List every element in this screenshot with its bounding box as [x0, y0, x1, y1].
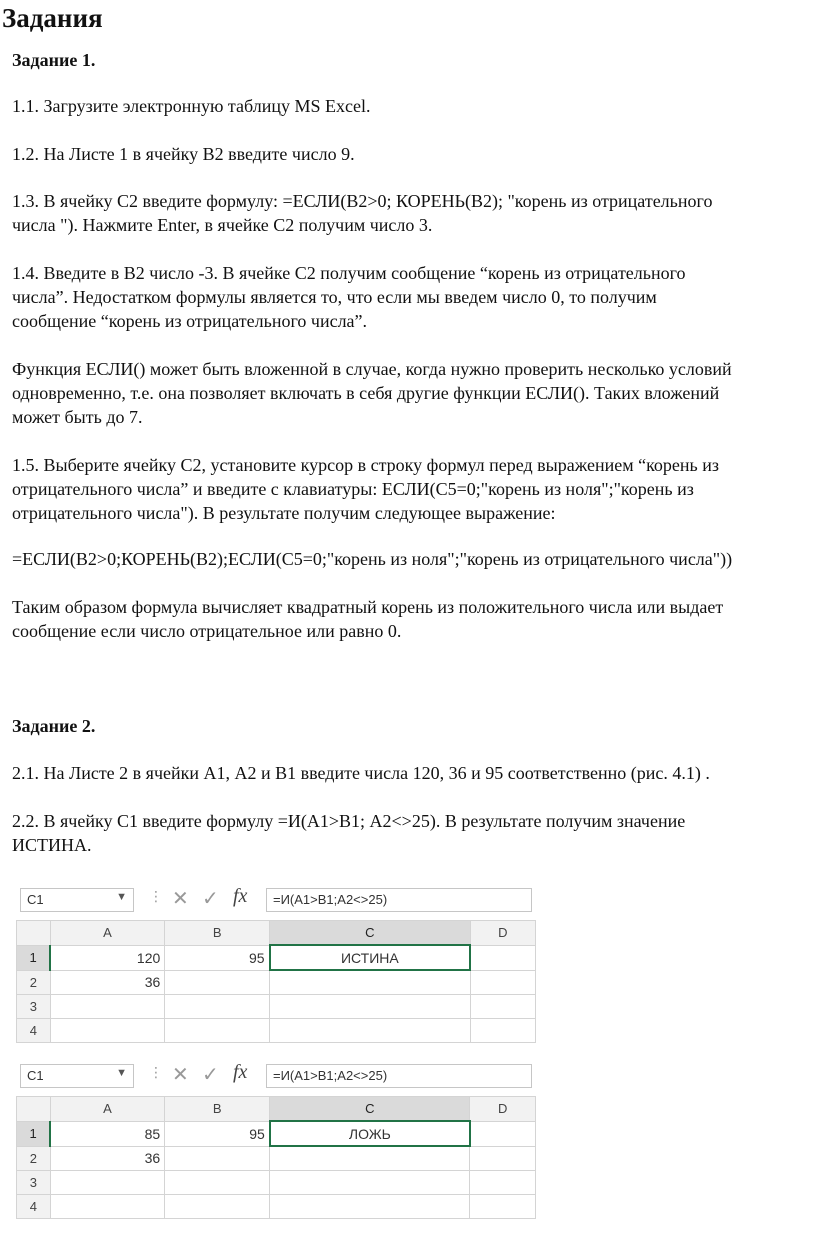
column-header-d[interactable]: D [470, 921, 535, 946]
cell-a2[interactable]: 36 [50, 970, 165, 995]
cell-d2[interactable] [470, 970, 535, 995]
formula-input[interactable] [266, 1064, 532, 1088]
row-header[interactable]: 4 [17, 1019, 51, 1043]
cell-d3[interactable] [470, 995, 535, 1019]
cell-b3[interactable] [165, 1171, 270, 1195]
select-all-corner[interactable] [17, 921, 51, 946]
cell-b4[interactable] [165, 1019, 270, 1043]
formula-text: =И(A1>B1;A2<>25) [273, 892, 388, 907]
row-header[interactable]: 1 [17, 1121, 51, 1146]
nested-formula: =ЕСЛИ(B2>0;КОРЕНЬ(B2);ЕСЛИ(С5=0;"корень из ноля";"корень из отрицательного числа")) [12, 549, 733, 569]
chevron-down-icon[interactable]: ▼ [116, 891, 127, 903]
task1-step-4-line2: числа”. Недостатком формулы является то, что если мы введем число 0, то получим [12, 287, 657, 307]
task1-step-5-line3: отрицательного числа"). В результате получим следующее выражение: [12, 503, 556, 523]
task1-step-4-line1: 1.4. Введите в В2 число -3. В ячейке С2 получим сообщение “корень из отрицательного [12, 263, 686, 283]
select-all-corner[interactable] [17, 1097, 51, 1122]
cell-c3[interactable] [270, 995, 471, 1019]
chevron-down-icon[interactable]: ▼ [116, 1067, 127, 1079]
task1-step-1: 1.1. Загрузите электронную таблицу MS Excel. [12, 96, 371, 116]
task2-step-1: 2.1. На Листе 2 в ячейки А1, А2 и В1 введите числа 120, 36 и 95 соответственно (рис. 4.1) . [12, 763, 710, 783]
cell-c1[interactable]: ЛОЖЬ [270, 1121, 470, 1146]
nested-if-note-line3: может быть до 7. [12, 407, 143, 427]
cell-c4[interactable] [270, 1195, 470, 1219]
conclusion-line2: сообщение если число отрицательное или равно 0. [12, 621, 402, 641]
column-header-a[interactable]: A [50, 1097, 164, 1122]
task1-step-4-line3: сообщение “корень из отрицательного числа”. [12, 311, 368, 331]
task1-step-5-line2: отрицательного числа” и введите с клавиатуры: ЕСЛИ(С5=0;"корень из ноля";"корень из [12, 479, 694, 499]
page-title: Задания [2, 3, 103, 33]
cell-b1[interactable]: 95 [165, 1121, 270, 1146]
cell-c3[interactable] [270, 1171, 470, 1195]
cell-d4[interactable] [470, 1019, 535, 1043]
cancel-x-icon[interactable]: ✕ [172, 1064, 189, 1086]
spreadsheet-grid [16, 1096, 536, 1219]
cell-a4[interactable] [50, 1019, 165, 1043]
nested-if-note-line2: одновременно, т.е. она позволяет включать в себя другие функции ЕСЛИ(). Таких вложений [12, 383, 720, 403]
task1-step-3-line2: числа "). Нажмите Enter, в ячейке С2 получим число 3. [12, 215, 433, 235]
spreadsheet-grid [16, 920, 536, 1043]
cell-a3[interactable] [50, 1171, 164, 1195]
fx-icon[interactable]: fx [233, 1061, 248, 1083]
cell-b3[interactable] [165, 995, 270, 1019]
cell-c2[interactable] [270, 1146, 470, 1171]
task2-step-2-line2: ИСТИНА. [12, 835, 92, 855]
task1-step-3-line1: 1.3. В ячейку С2 введите формулу: =ЕСЛИ(В2>0; КОРЕНЬ(В2); "корень из отрицательного [12, 191, 713, 211]
task2-heading: Задание 2. [12, 716, 96, 736]
column-header-d[interactable]: D [470, 1097, 536, 1122]
cell-b4[interactable] [165, 1195, 270, 1219]
name-box-value: C1 [27, 892, 44, 907]
cell-d1[interactable] [470, 1121, 536, 1146]
nested-if-note-line1: Функция ЕСЛИ() может быть вложенной в случае, когда нужно проверить несколько условий [12, 359, 732, 379]
name-box[interactable] [20, 888, 134, 912]
task1-step-2: 1.2. На Листе 1 в ячейку В2 введите число 9. [12, 144, 355, 164]
column-header-b[interactable]: B [165, 921, 270, 946]
drag-handle-icon[interactable]: ⋮ [149, 1064, 162, 1080]
fx-icon[interactable]: fx [233, 885, 248, 907]
task1-heading: Задание 1. [12, 50, 96, 70]
cell-b2[interactable] [165, 1146, 270, 1171]
cell-b1[interactable]: 95 [165, 945, 270, 970]
task2-step-2-line1: 2.2. В ячейку С1 введите формулу =И(А1>В1; А2<>25). В результате получим значение [12, 811, 686, 831]
cell-c4[interactable] [270, 1019, 471, 1043]
drag-handle-icon[interactable]: ⋮ [149, 888, 162, 904]
formula-bar [16, 1056, 536, 1096]
row-header[interactable]: 4 [17, 1195, 51, 1219]
cell-c1[interactable]: ИСТИНА [270, 945, 471, 970]
column-header-a[interactable]: A [50, 921, 165, 946]
row-header[interactable]: 1 [17, 945, 51, 970]
row-header[interactable]: 3 [17, 995, 51, 1019]
cell-a3[interactable] [50, 995, 165, 1019]
excel-screenshot-false [16, 1056, 536, 1219]
cell-a1[interactable]: 120 [50, 945, 165, 970]
name-box[interactable] [20, 1064, 134, 1088]
conclusion-line1: Таким образом формула вычисляет квадратный корень из положительного числа или выдает [12, 597, 724, 617]
task1-step-5-line1: 1.5. Выберите ячейку С2, установите курсор в строку формул перед выражением “корень из [12, 455, 719, 475]
formula-bar [16, 880, 536, 920]
row-header[interactable]: 2 [17, 970, 51, 995]
row-header[interactable]: 2 [17, 1146, 51, 1171]
name-box-value: C1 [27, 1068, 44, 1083]
cell-a4[interactable] [50, 1195, 164, 1219]
cell-b2[interactable] [165, 970, 270, 995]
column-header-b[interactable]: B [165, 1097, 270, 1122]
confirm-check-icon[interactable]: ✓ [202, 1064, 219, 1086]
cell-c2[interactable] [270, 970, 471, 995]
column-header-c[interactable]: C [270, 921, 471, 946]
cell-a1[interactable]: 85 [50, 1121, 164, 1146]
excel-screenshot-true [16, 880, 536, 1043]
cell-d1[interactable] [470, 945, 535, 970]
formula-text: =И(A1>B1;A2<>25) [273, 1068, 388, 1083]
cancel-x-icon[interactable]: ✕ [172, 888, 189, 910]
column-header-c[interactable]: C [270, 1097, 470, 1122]
cell-a2[interactable]: 36 [50, 1146, 164, 1171]
confirm-check-icon[interactable]: ✓ [202, 888, 219, 910]
cell-d2[interactable] [470, 1146, 536, 1171]
cell-d3[interactable] [470, 1171, 536, 1195]
cell-d4[interactable] [470, 1195, 536, 1219]
formula-input[interactable] [266, 888, 532, 912]
row-header[interactable]: 3 [17, 1171, 51, 1195]
